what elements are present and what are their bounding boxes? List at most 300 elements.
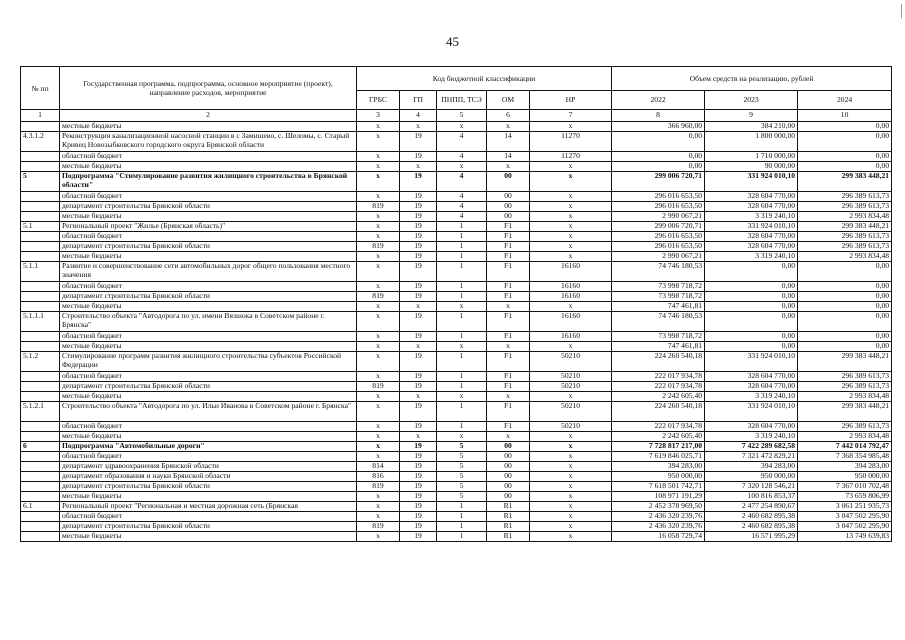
row-number [21, 162, 60, 172]
header-year-2022: 2022 [612, 91, 705, 110]
amount-2022: 108 971 191,29 [612, 492, 705, 502]
gp-code: 19 [400, 532, 437, 542]
nr-code: х [530, 462, 612, 472]
amount-2023: 100 816 853,37 [705, 492, 798, 502]
amount-2023: 384 210,00 [705, 122, 798, 132]
row-number [21, 372, 60, 382]
amount-2024: 299 383 448,21 [798, 172, 892, 192]
grbs-code: х [357, 192, 400, 202]
om-code: F1 [487, 422, 530, 432]
header-grbs: ГРБС [357, 91, 400, 110]
table-row [21, 502, 892, 512]
grbs-code: 819 [357, 522, 400, 532]
table-row [21, 332, 892, 342]
amount-2022: 296 016 653,50 [612, 232, 705, 242]
pnpp-code: 4 [437, 172, 487, 192]
gp-code: 19 [400, 482, 437, 492]
row-name: Стимулирование программ развития жилищного строительства субъектов Российской Федерации [60, 352, 357, 372]
grbs-code: х [357, 232, 400, 242]
gp-code: 19 [400, 382, 437, 392]
row-name: местные бюджеты [60, 342, 357, 352]
amount-2022: 747 461,81 [612, 342, 705, 352]
om-code: 14 [487, 152, 530, 162]
table-row [21, 312, 892, 332]
amount-2023: 0,00 [705, 332, 798, 342]
scan-edge-mark [901, 4, 902, 18]
grbs-code: х [357, 302, 400, 312]
amount-2024: 73 659 806,99 [798, 492, 892, 502]
grbs-code: 819 [357, 482, 400, 492]
gp-code: х [400, 122, 437, 132]
om-code: F1 [487, 372, 530, 382]
grbs-code: х [357, 282, 400, 292]
table-row [21, 492, 892, 502]
om-code: 00 [487, 452, 530, 462]
gp-code: 19 [400, 422, 437, 432]
table-row [21, 402, 892, 422]
grbs-code: х [357, 132, 400, 152]
table-body [21, 122, 892, 542]
amount-2023: 394 283,00 [705, 462, 798, 472]
row-name: местные бюджеты [60, 252, 357, 262]
amount-2023: 3 319 240,10 [705, 252, 798, 262]
gp-code: 19 [400, 202, 437, 212]
grbs-code: х [357, 342, 400, 352]
amount-2023: 90 000,00 [705, 162, 798, 172]
nr-code: х [530, 532, 612, 542]
row-name: областной бюджет [60, 192, 357, 202]
amount-2024: 2 993 834,48 [798, 212, 892, 222]
nr-code: х [530, 502, 612, 512]
pnpp-code: 1 [437, 532, 487, 542]
gp-code: 19 [400, 172, 437, 192]
row-name: Строительство объекта "Автодорога по ул. имени Вязшока в Советском районе г. Брянска" [60, 312, 357, 332]
table-row [21, 292, 892, 302]
om-code: F1 [487, 232, 530, 242]
index-cell: 6 [487, 110, 530, 122]
grbs-code: 819 [357, 202, 400, 212]
amount-2022: 2 436 320 239,76 [612, 522, 705, 532]
index-cell: 5 [437, 110, 487, 122]
table-row [21, 302, 892, 312]
header-name: Государственная программа, подпрограмма, основное мероприятие (проект), направление расходов, мероприятие [60, 67, 357, 110]
pnpp-code: 1 [437, 242, 487, 252]
amount-2024: 7 368 354 985,48 [798, 452, 892, 462]
om-code: F1 [487, 262, 530, 282]
amount-2022: 222 017 934,78 [612, 382, 705, 392]
amount-2024: 0,00 [798, 342, 892, 352]
nr-code: х [530, 172, 612, 192]
table-row [21, 462, 892, 472]
om-code: 00 [487, 202, 530, 212]
om-code: х [487, 122, 530, 132]
pnpp-code: 1 [437, 402, 487, 422]
pnpp-code: 1 [437, 502, 487, 512]
pnpp-code: х [437, 392, 487, 402]
om-code: F1 [487, 352, 530, 372]
table-row [21, 482, 892, 492]
nr-code: х [530, 512, 612, 522]
grbs-code: х [357, 392, 400, 402]
row-number [21, 382, 60, 392]
amount-2024: 0,00 [798, 132, 892, 152]
pnpp-code: 4 [437, 212, 487, 222]
om-code: F1 [487, 312, 530, 332]
grbs-code: 816 [357, 472, 400, 482]
amount-2024: 0,00 [798, 302, 892, 312]
row-number [21, 282, 60, 292]
pnpp-code: 5 [437, 472, 487, 482]
pnpp-code: 4 [437, 132, 487, 152]
row-name: департамент строительства Брянской области [60, 202, 357, 212]
row-name: областной бюджет [60, 232, 357, 242]
row-number [21, 522, 60, 532]
row-name: местные бюджеты [60, 162, 357, 172]
table-row [21, 152, 892, 162]
amount-2022: 299 006 720,71 [612, 222, 705, 232]
om-code: х [487, 392, 530, 402]
grbs-code: х [357, 442, 400, 452]
nr-code: 16160 [530, 292, 612, 302]
index-cell: 9 [705, 110, 798, 122]
amount-2023: 0,00 [705, 292, 798, 302]
amount-2022: 7 728 817 217,00 [612, 442, 705, 452]
gp-code: х [400, 162, 437, 172]
row-name: Развитие и совершенствование сети автомобильных дорог общего пользования местного значения [60, 262, 357, 282]
amount-2022: 222 017 934,78 [612, 422, 705, 432]
amount-2022: 73 998 718,72 [612, 282, 705, 292]
page-number: 45 [446, 34, 459, 49]
row-name: департамент строительства Брянской области [60, 482, 357, 492]
amount-2022: 0,00 [612, 152, 705, 162]
amount-2024: 299 383 448,21 [798, 222, 892, 232]
grbs-code: 819 [357, 242, 400, 252]
grbs-code: 819 [357, 382, 400, 392]
row-number: 5.1 [21, 222, 60, 232]
amount-2024: 299 383 448,21 [798, 352, 892, 372]
table-row [21, 252, 892, 262]
pnpp-code: 1 [437, 382, 487, 392]
amount-2023: 328 604 770,00 [705, 202, 798, 212]
table-row [21, 282, 892, 292]
table-row [21, 372, 892, 382]
row-number [21, 422, 60, 432]
row-number [21, 482, 60, 492]
grbs-code: 819 [357, 292, 400, 302]
amount-2023: 2 460 682 895,38 [705, 512, 798, 522]
amount-2022: 950 000,00 [612, 472, 705, 482]
grbs-code: х [357, 372, 400, 382]
nr-code: х [530, 432, 612, 442]
grbs-code: х [357, 512, 400, 522]
amount-2024: 7 442 014 792,47 [798, 442, 892, 452]
amount-2024: 0,00 [798, 262, 892, 282]
amount-2023: 3 319 240,10 [705, 212, 798, 222]
table-row [21, 342, 892, 352]
gp-code: 19 [400, 402, 437, 422]
gp-code: 19 [400, 372, 437, 382]
amount-2022: 224 260 540,18 [612, 352, 705, 372]
amount-2022: 2 242 605,40 [612, 392, 705, 402]
gp-code: 19 [400, 462, 437, 472]
gp-code: 19 [400, 252, 437, 262]
grbs-code: х [357, 172, 400, 192]
gp-code: 19 [400, 442, 437, 452]
amount-2023: 328 604 770,00 [705, 232, 798, 242]
grbs-code: х [357, 262, 400, 282]
amount-2024: 296 389 613,73 [798, 242, 892, 252]
amount-2024: 950 000,00 [798, 472, 892, 482]
grbs-code: 814 [357, 462, 400, 472]
amount-2023: 0,00 [705, 312, 798, 332]
amount-2023: 0,00 [705, 302, 798, 312]
row-name: местные бюджеты [60, 432, 357, 442]
nr-code: х [530, 522, 612, 532]
amount-2022: 74 746 180,53 [612, 262, 705, 282]
grbs-code: х [357, 402, 400, 422]
grbs-code: х [357, 312, 400, 332]
om-code: 00 [487, 482, 530, 492]
amount-2023: 2 477 254 890,67 [705, 502, 798, 512]
table-row [21, 512, 892, 522]
amount-2024: 296 389 613,73 [798, 232, 892, 242]
row-number: 5 [21, 172, 60, 192]
pnpp-code: 1 [437, 252, 487, 262]
table-row [21, 162, 892, 172]
nr-code: х [530, 452, 612, 462]
grbs-code: х [357, 252, 400, 262]
amount-2022: 0,00 [612, 132, 705, 152]
amount-2022: 16 058 729,74 [612, 532, 705, 542]
amount-2022: 7 619 846 025,71 [612, 452, 705, 462]
header-volume-group: Объем средств на реализацию, рублей [612, 67, 892, 91]
nr-code: 16160 [530, 312, 612, 332]
amount-2023: 328 604 770,00 [705, 382, 798, 392]
row-name: местные бюджеты [60, 532, 357, 542]
amount-2022: 296 016 653,50 [612, 202, 705, 212]
table-row [21, 532, 892, 542]
grbs-code: х [357, 212, 400, 222]
row-name: областной бюджет [60, 452, 357, 462]
nr-code: х [530, 222, 612, 232]
grbs-code: х [357, 432, 400, 442]
row-number [21, 432, 60, 442]
amount-2022: 394 283,00 [612, 462, 705, 472]
row-number [21, 192, 60, 202]
row-name: департамент строительства Брянской области [60, 292, 357, 302]
header-om: ОМ [487, 91, 530, 110]
amount-2024: 3 061 251 935,73 [798, 502, 892, 512]
pnpp-code: 1 [437, 232, 487, 242]
amount-2024: 296 389 613,73 [798, 382, 892, 392]
nr-code: х [530, 202, 612, 212]
amount-2023: 7 320 128 546,21 [705, 482, 798, 492]
row-name: Подпрограмма "Автомобильные дороги" [60, 442, 357, 452]
om-code: 00 [487, 212, 530, 222]
row-number: 5.1.1 [21, 262, 60, 282]
header-pnpp: ПНПП, ТСЭ [437, 91, 487, 110]
grbs-code: х [357, 332, 400, 342]
nr-code: 50210 [530, 372, 612, 382]
gp-code: 19 [400, 452, 437, 462]
pnpp-code: 1 [437, 282, 487, 292]
grbs-code: х [357, 352, 400, 372]
gp-code: 19 [400, 472, 437, 482]
header-num: № пп [21, 67, 60, 110]
amount-2023: 331 924 010,10 [705, 172, 798, 192]
nr-code: х [530, 472, 612, 482]
row-number [21, 152, 60, 162]
table-row [21, 222, 892, 232]
amount-2024: 0,00 [798, 162, 892, 172]
nr-code: х [530, 232, 612, 242]
amount-2024: 0,00 [798, 282, 892, 292]
row-number [21, 232, 60, 242]
row-name: местные бюджеты [60, 212, 357, 222]
table-row [21, 122, 892, 132]
pnpp-code: х [437, 162, 487, 172]
pnpp-code: 1 [437, 352, 487, 372]
index-cell: 7 [530, 110, 612, 122]
om-code: 00 [487, 442, 530, 452]
nr-code: х [530, 212, 612, 222]
om-code: F1 [487, 242, 530, 252]
row-name: местные бюджеты [60, 492, 357, 502]
pnpp-code: х [437, 342, 487, 352]
nr-code: 16160 [530, 262, 612, 282]
amount-2022: 73 998 718,72 [612, 292, 705, 302]
row-number [21, 302, 60, 312]
gp-code: 19 [400, 292, 437, 302]
row-number [21, 472, 60, 482]
row-number [21, 492, 60, 502]
amount-2024: 0,00 [798, 312, 892, 332]
pnpp-code: 1 [437, 522, 487, 532]
row-number: 5.1.2.1 [21, 402, 60, 422]
nr-code: 16160 [530, 282, 612, 292]
gp-code: 19 [400, 192, 437, 202]
amount-2023: 3 319 240,10 [705, 392, 798, 402]
gp-code: 19 [400, 522, 437, 532]
table-row [21, 192, 892, 202]
gp-code: х [400, 392, 437, 402]
nr-code: х [530, 442, 612, 452]
amount-2022: 2 436 320 239,76 [612, 512, 705, 522]
nr-code: 50210 [530, 382, 612, 392]
pnpp-code: 1 [437, 262, 487, 282]
amount-2023: 331 924 010,10 [705, 352, 798, 372]
gp-code: 19 [400, 332, 437, 342]
pnpp-code: 1 [437, 312, 487, 332]
header-code-group: Код бюджетной классификации [357, 67, 612, 91]
amount-2024: 296 389 613,73 [798, 372, 892, 382]
amount-2024: 7 367 010 702,48 [798, 482, 892, 492]
pnpp-code: 4 [437, 152, 487, 162]
nr-code: 11270 [530, 152, 612, 162]
om-code: 00 [487, 192, 530, 202]
amount-2023: 7 422 289 682,58 [705, 442, 798, 452]
gp-code: 19 [400, 212, 437, 222]
gp-code: 19 [400, 262, 437, 282]
grbs-code: х [357, 152, 400, 162]
row-number [21, 252, 60, 262]
nr-code: х [530, 242, 612, 252]
table-row [21, 392, 892, 402]
pnpp-code: 1 [437, 512, 487, 522]
nr-code: х [530, 192, 612, 202]
row-name: местные бюджеты [60, 392, 357, 402]
om-code: х [487, 342, 530, 352]
amount-2022: 366 960,00 [612, 122, 705, 132]
pnpp-code: 5 [437, 462, 487, 472]
amount-2023: 328 604 770,00 [705, 422, 798, 432]
row-name: Подпрограмма "Стимулирование развития жилищного строительства в Брянской области" [60, 172, 357, 192]
amount-2022: 2 242 605,40 [612, 432, 705, 442]
amount-2023: 0,00 [705, 282, 798, 292]
om-code: R1 [487, 512, 530, 522]
pnpp-code: х [437, 302, 487, 312]
nr-code: х [530, 162, 612, 172]
amount-2022: 2 990 067,21 [612, 212, 705, 222]
gp-code: х [400, 432, 437, 442]
pnpp-code: 1 [437, 372, 487, 382]
row-number [21, 392, 60, 402]
nr-code: 11270 [530, 132, 612, 152]
amount-2023: 7 321 472 829,21 [705, 452, 798, 462]
row-number [21, 122, 60, 132]
gp-code: 19 [400, 242, 437, 252]
table-row [21, 352, 892, 372]
amount-2023: 3 319 240,10 [705, 432, 798, 442]
table-row [21, 172, 892, 192]
row-number [21, 462, 60, 472]
gp-code: 19 [400, 232, 437, 242]
amount-2023: 16 571 995,29 [705, 532, 798, 542]
pnpp-code: 5 [437, 492, 487, 502]
amount-2024: 3 047 502 295,90 [798, 512, 892, 522]
grbs-code: х [357, 492, 400, 502]
amount-2022: 296 016 653,50 [612, 242, 705, 252]
amount-2024: 296 389 613,73 [798, 202, 892, 212]
nr-code: 50210 [530, 422, 612, 432]
amount-2023: 0,00 [705, 262, 798, 282]
om-code: 00 [487, 472, 530, 482]
amount-2022: 2 452 378 969,50 [612, 502, 705, 512]
row-number [21, 332, 60, 342]
om-code: 00 [487, 492, 530, 502]
budget-table [20, 66, 892, 542]
row-name: местные бюджеты [60, 122, 357, 132]
row-number: 5.1.1.1 [21, 312, 60, 332]
amount-2022: 73 998 718,72 [612, 332, 705, 342]
row-name: Региональный проект "Жилье (Брянская область)" [60, 222, 357, 232]
grbs-code: х [357, 222, 400, 232]
row-name: Строительство объекта "Автодорога по ул. Ильи Иванова в Советском районе г. Брянска" [60, 402, 357, 422]
om-code: F1 [487, 282, 530, 292]
row-name: областной бюджет [60, 422, 357, 432]
table-row [21, 442, 892, 452]
pnpp-code: 5 [437, 452, 487, 462]
amount-2024: 296 389 613,73 [798, 422, 892, 432]
om-code: R1 [487, 522, 530, 532]
amount-2024: 0,00 [798, 332, 892, 342]
amount-2023: 1 800 000,00 [705, 132, 798, 152]
amount-2022: 0,00 [612, 162, 705, 172]
row-number [21, 342, 60, 352]
nr-code: х [530, 302, 612, 312]
table-row [21, 432, 892, 442]
nr-code: 16160 [530, 332, 612, 342]
